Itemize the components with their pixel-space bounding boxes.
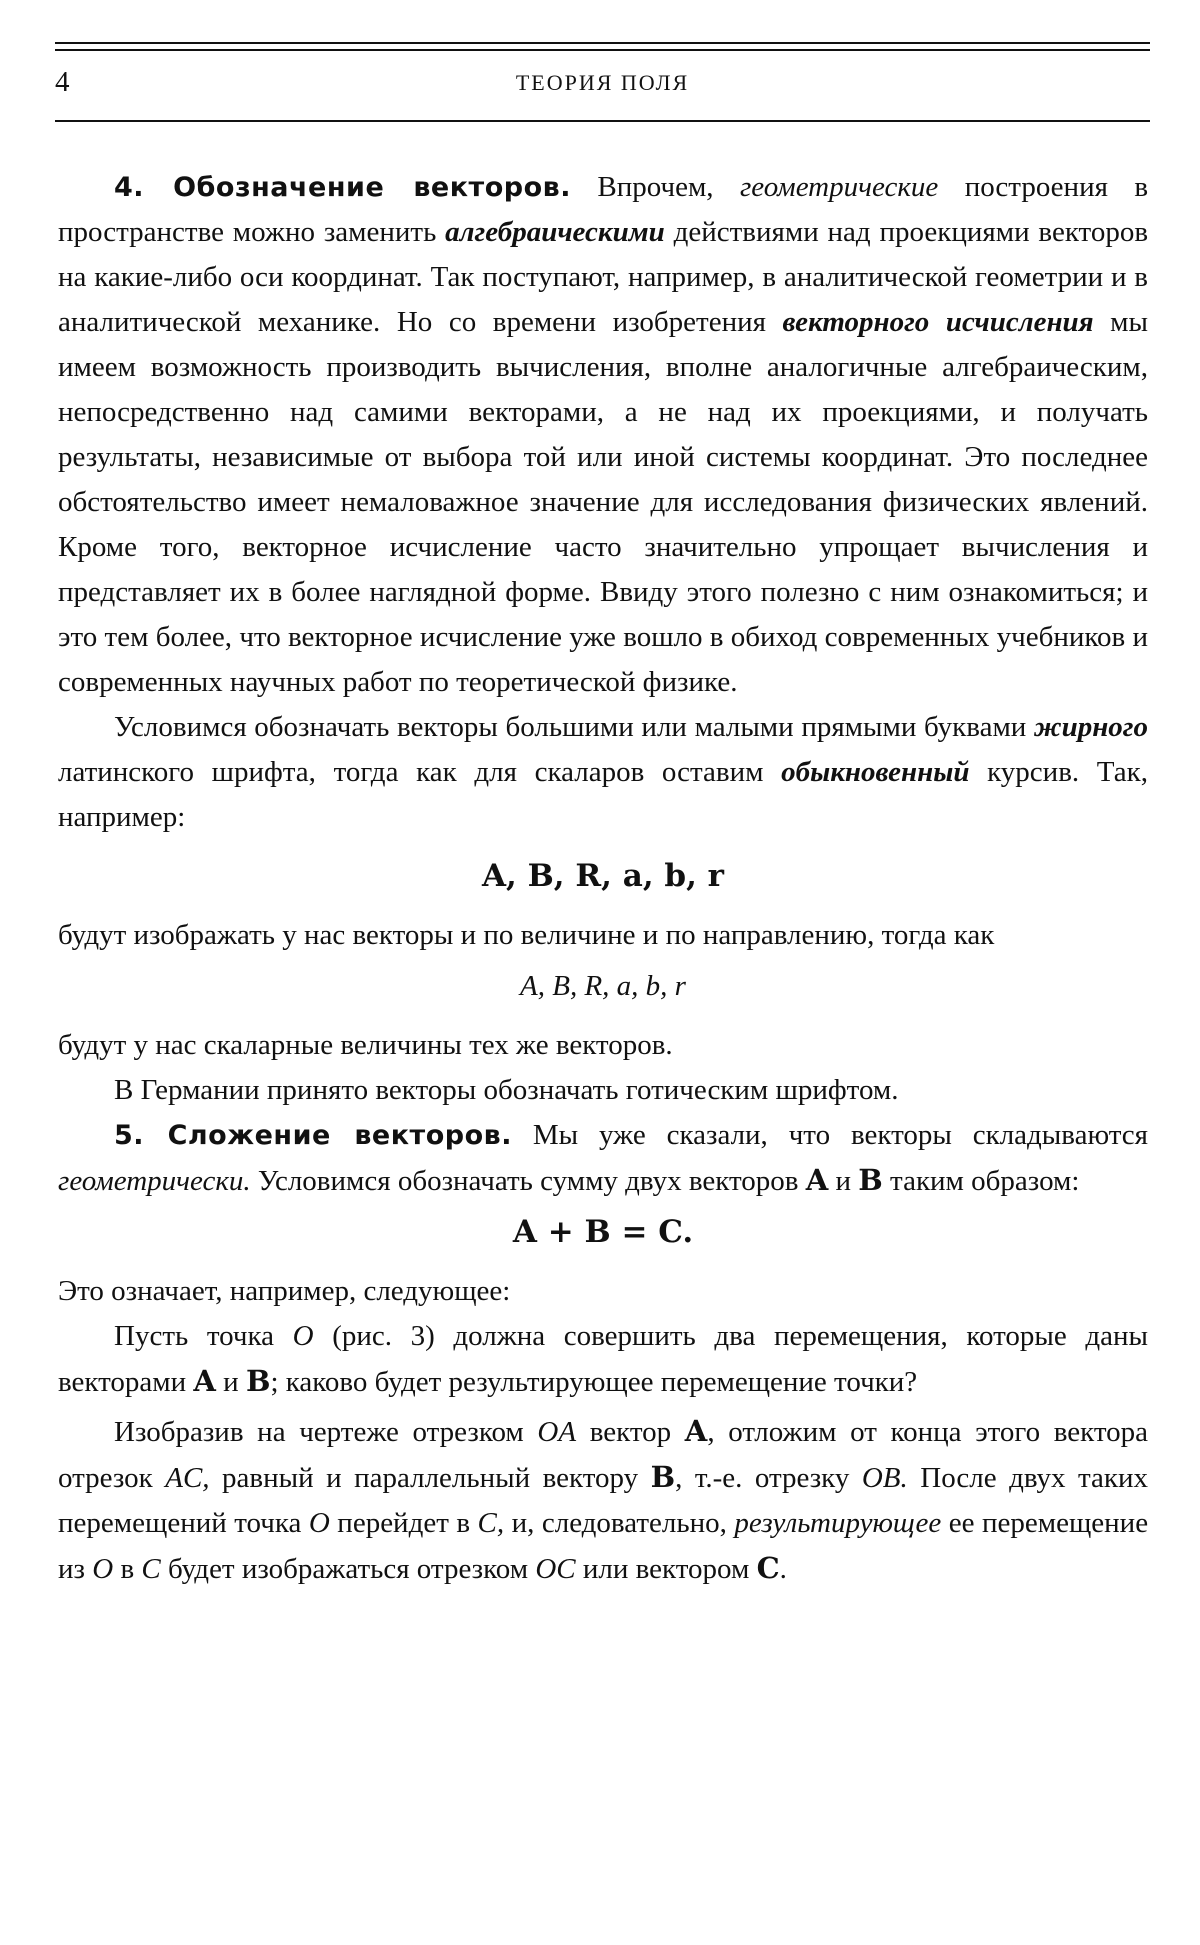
text-run: Условимся обозначать сумму двух векторов (257, 1165, 799, 1197)
text-run: равный и параллельный вектору (222, 1462, 639, 1494)
construction-paragraph (58, 1409, 1148, 1592)
text-run: будет изображаться отрезком (167, 1553, 529, 1585)
vector-sum-formula: A + B = C. (512, 1214, 694, 1250)
scalars-explanation: будут у нас скаларные величины тех же векторов. (58, 1029, 673, 1061)
point-symbol: O (292, 1320, 314, 1352)
vector-symbol: C (756, 1551, 780, 1585)
text-run: , отложим от конца этого вектора отрезок (58, 1416, 1149, 1494)
section-4-title: 4. Обозначение векторов. (114, 172, 571, 203)
text-run: Мы уже сказали, что векторы складываются (532, 1119, 1148, 1151)
text-run: мы имеем возможность производить вычисления, вполне аналогичные алгебраическим, непосредственно над самими векторами, а не над их проекциями, и получать результаты, независимые от выбора той или иной системы координат. Это последнее обстоятельство имеет немаловажное значение для исследования физических явлений. Кроме того, векторное исчисление часто значительно упрощает вычисления и представляет их в более наглядной форме. Ввиду этого полезно с ним ознакомиться; и это тем более, что векторное исчисление уже вошло в обиход современных учебников и современных научных работ по теоретической физике. (58, 306, 1148, 698)
emphasis: жирного (1033, 711, 1149, 743)
text-run: , т.-е. отрезку (675, 1462, 850, 1494)
text-run: Условимся обозначать векторы большими или малыми прямыми буквами (114, 711, 1027, 743)
text-run: и (223, 1366, 239, 1398)
point-symbol: C, (477, 1507, 505, 1539)
vector-symbol: A (193, 1364, 216, 1398)
text-run: и (835, 1165, 852, 1197)
notation-paragraph (58, 705, 1148, 840)
emphasis: алгебраическими (445, 216, 665, 248)
text-run: ; каково будет результирующее перемещение точки? (270, 1366, 918, 1398)
vectors-explanation: будут изображать у нас векторы и по величине и по направлению, тогда как (58, 919, 995, 951)
text-run: После двух таких перемещений точка (58, 1462, 1149, 1539)
page-number: 4 (55, 66, 70, 98)
text-run: ее перемещение из (58, 1507, 1149, 1585)
germany-note: В Германии принято векторы обозначать готическим шрифтом. (114, 1074, 899, 1106)
point-symbol: O (92, 1553, 114, 1585)
page-body (58, 165, 1148, 1592)
text-run: и, следовательно, (511, 1507, 727, 1539)
point-symbol: O (308, 1507, 330, 1539)
emphasis: геометрически. (58, 1165, 251, 1197)
text-run: построения в пространстве можно заменить (58, 171, 1149, 248)
section-5-paragraph (58, 1113, 1148, 1204)
text-run: (рис. 3) должна совершить два перемещения, которые даны векторами (58, 1320, 1149, 1398)
segment-symbol: OA (537, 1416, 577, 1448)
text-run: перейдет в (337, 1507, 471, 1539)
text-run: Изобразив на чертеже отрезком (114, 1416, 524, 1448)
section-5-title: 5. Сложение векторов. (114, 1120, 512, 1151)
segment-symbol: OB. (861, 1462, 908, 1494)
vector-symbol: B (858, 1163, 883, 1197)
meaning-line: Это означает, например, следующее: (58, 1275, 511, 1307)
section-4-paragraph (58, 165, 1148, 705)
text-run: курсив. Так, например: (58, 756, 1148, 833)
scalar-symbols-formula: A, B, R, a, b, r (520, 970, 686, 1002)
vector-symbol: A (684, 1414, 708, 1448)
vector-symbol: A (805, 1163, 829, 1197)
text-run: таким образом: (890, 1165, 1080, 1197)
header-double-rule-bottom (55, 49, 1150, 51)
text-run: . (779, 1553, 787, 1585)
text-run: в (120, 1553, 135, 1585)
emphasis: обыкновенный (781, 756, 970, 788)
text-run: латинского шрифта, тогда как для скаларов оставим (58, 756, 764, 788)
segment-symbol: OC (535, 1553, 576, 1585)
emphasis: результирующее (734, 1507, 942, 1539)
text-run: действиями над проекциями векторов на какие-либо оси координат. Так поступают, например, в аналитической геометрии и в аналитической механике. Но со времени изобретения (58, 216, 1149, 338)
point-displacement-paragraph (58, 1314, 1148, 1405)
vector-symbol: B (245, 1364, 271, 1398)
text-run: Впрочем, (597, 171, 714, 203)
text-run: Пусть точка (114, 1320, 274, 1352)
running-title: ТЕОРИЯ ПОЛЯ (515, 70, 690, 95)
text-run: вектор (589, 1416, 672, 1448)
point-symbol: C (141, 1553, 161, 1585)
emphasis: векторного исчисления (782, 306, 1094, 338)
vector-symbol: B (650, 1460, 676, 1494)
header-double-rule-top (55, 42, 1150, 44)
page-header (55, 66, 1150, 106)
header-underline (55, 120, 1150, 122)
vector-symbols-formula: A, B, R, a, b, r (481, 858, 725, 894)
segment-symbol: AC, (165, 1462, 210, 1494)
emphasis: геометрические (739, 171, 939, 203)
text-run: или вектором (582, 1553, 750, 1585)
